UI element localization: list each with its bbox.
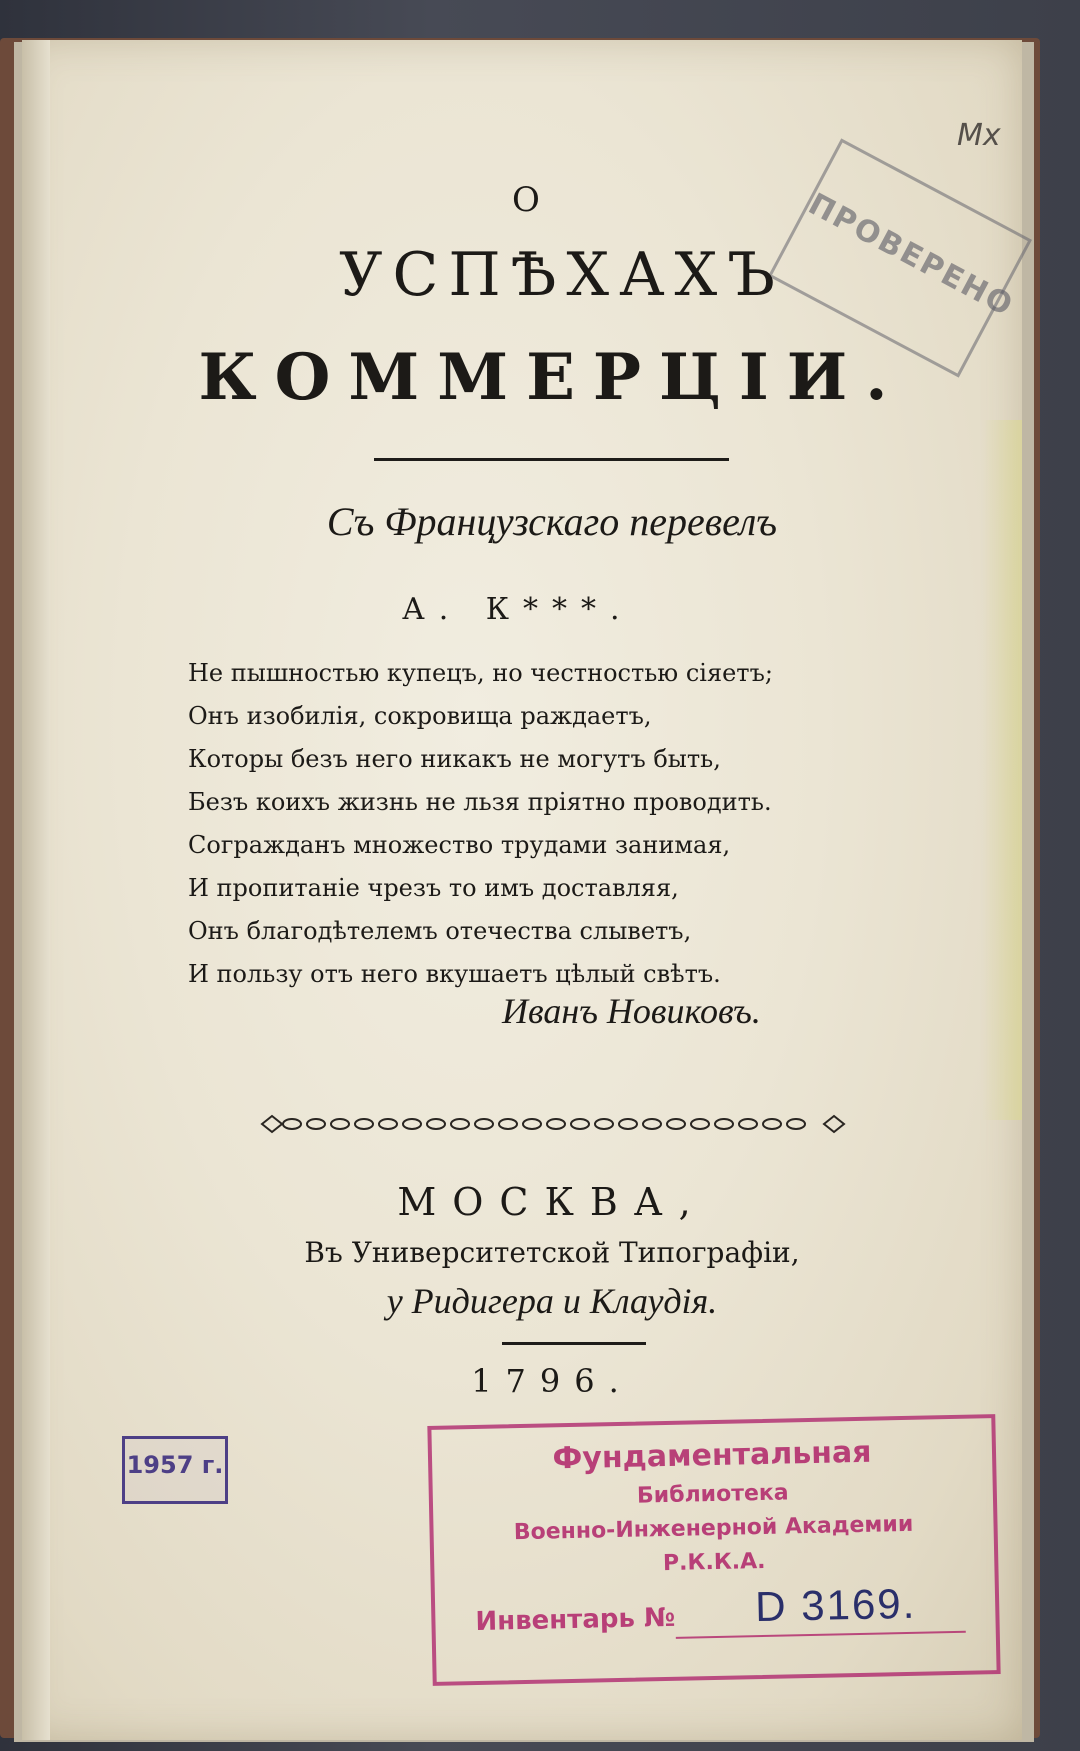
page-stain xyxy=(982,420,1022,1120)
library-stamp-line: Библиотека xyxy=(636,1480,789,1509)
epigraph-poem xyxy=(188,652,908,996)
checked-stamp-text: ПРОВЕРЕНО xyxy=(802,186,1020,325)
title-line-2: КОММЕРЦІИ. xyxy=(198,340,906,415)
inventory-underline xyxy=(676,1631,966,1639)
poem-line: Онъ благодѣтелемъ отечества слыветъ, xyxy=(188,917,692,945)
imprint-printer: Въ Университетской Типографіи, xyxy=(304,1236,800,1269)
poem-line: Онъ изобилія, сокровища раждаетъ, xyxy=(188,702,652,730)
poem-author: Иванъ Новиковъ. xyxy=(502,991,761,1031)
handwritten-mark: Mx xyxy=(957,118,1001,153)
library-stamp-line: Фундаментальная xyxy=(552,1434,872,1477)
title-preposition: О xyxy=(512,180,540,220)
library-stamp-line: Р.К.К.А. xyxy=(662,1548,766,1577)
poem-line: Безъ коихъ жизнь не льзя пріятно проводить. xyxy=(188,788,772,816)
acquisition-year-text: 1957 г. xyxy=(126,1451,224,1479)
page-fold xyxy=(22,40,50,1740)
imprint-rule xyxy=(502,1342,646,1345)
poem-line: Которы безъ него никакъ не могутъ быть, xyxy=(188,745,721,773)
title-page xyxy=(22,40,1022,1740)
inventory-label: Инвентарь № xyxy=(475,1602,676,1638)
poem-line: И пользу отъ него вкушаетъ цѣлый свѣтъ. xyxy=(188,960,721,988)
imprint-printer-names: у Ридигера и Клаудія. xyxy=(386,1281,718,1321)
imprint-year: 1796. xyxy=(471,1362,633,1400)
library-stamp xyxy=(427,1414,1000,1686)
inventory-number: D 3169. xyxy=(754,1579,917,1631)
library-stamp-line: Военно-Инженерной Академии xyxy=(513,1511,914,1546)
poem-line: И пропитаніе чрезъ то имъ доставляя, xyxy=(188,874,679,902)
title-rule xyxy=(374,458,729,461)
poem-line: Согражданъ множество трудами занимая, xyxy=(188,831,731,859)
poem-line: Не пышностью купецъ, но честностью сіяетъ; xyxy=(188,659,773,687)
imprint-city: МОСКВА, xyxy=(397,1180,707,1224)
translation-credit: Съ Французскаго перевелъ xyxy=(326,499,778,544)
ornament-rule xyxy=(258,1112,848,1136)
title-line-1: УСПѢХАХЪ xyxy=(339,240,785,310)
translator-initials: А. К***. xyxy=(402,592,634,627)
acquisition-year-stamp xyxy=(122,1436,228,1504)
